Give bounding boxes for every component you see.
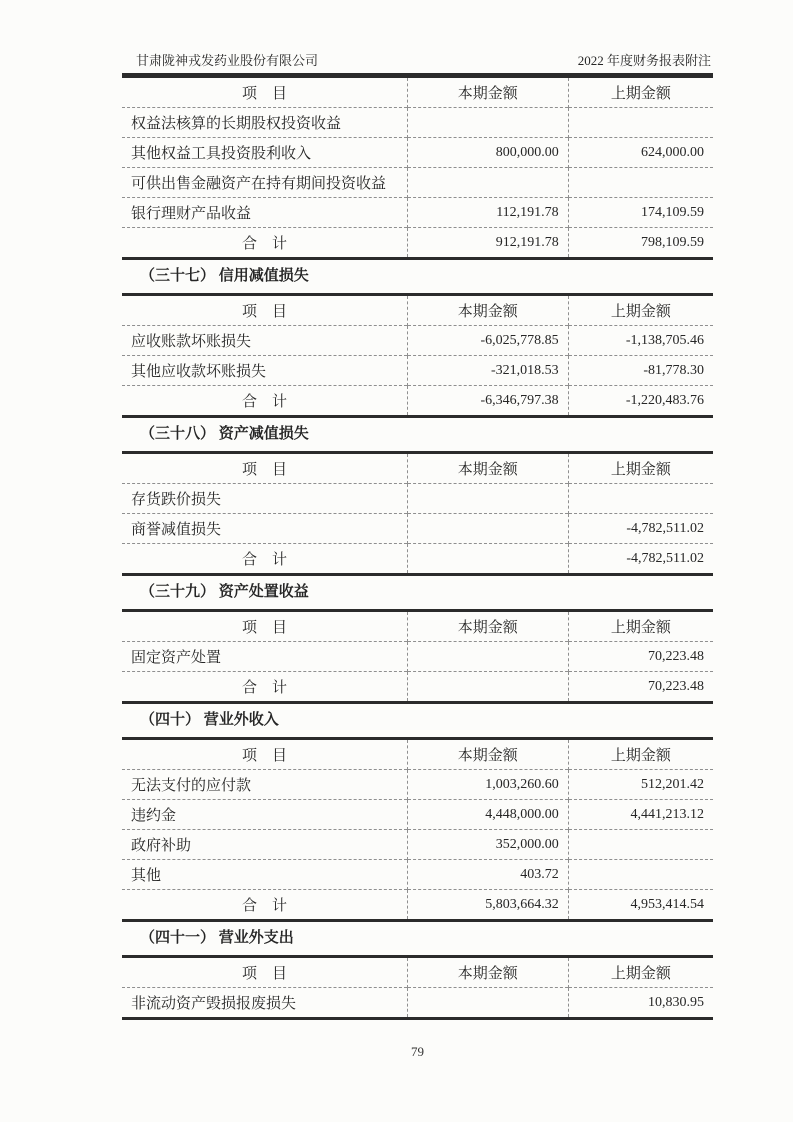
current-amount-cell	[407, 108, 568, 138]
prior-amount-cell: 4,953,414.54	[568, 890, 713, 921]
column-header: 项 目	[241, 304, 287, 320]
prior-amount-cell: -81,778.30	[568, 356, 713, 386]
prior-amount-cell: -4,782,511.02	[568, 514, 713, 544]
prior-amount-cell: -1,220,483.76	[568, 386, 713, 417]
item-cell: 无法支付的应付款	[122, 770, 407, 800]
financial-table	[122, 737, 713, 922]
current-amount-cell	[407, 484, 568, 514]
column-header: 本期金额	[407, 77, 568, 108]
prior-amount-cell: -1,138,705.46	[568, 326, 713, 356]
financial-table	[122, 293, 713, 418]
total-row	[122, 228, 713, 259]
item-cell: 合 计	[122, 386, 407, 417]
prior-amount-cell: 70,223.48	[568, 672, 713, 703]
item-cell: 其他应收款坏账损失	[122, 356, 407, 386]
item-cell: 违约金	[122, 800, 407, 830]
table-row	[122, 642, 713, 672]
table-row	[122, 988, 713, 1019]
current-amount-cell: 912,191.78	[407, 228, 568, 259]
item-cell: 商誉减值损失	[122, 514, 407, 544]
table-row	[122, 326, 713, 356]
column-header: 项 目	[241, 462, 287, 478]
prior-amount-cell: -4,782,511.02	[568, 544, 713, 575]
table-row	[122, 514, 713, 544]
current-amount-cell	[407, 642, 568, 672]
section-heading: （三十八） 资产减值损失	[140, 426, 309, 442]
prior-amount-cell: 798,109.59	[568, 228, 713, 259]
column-header: 上期金额	[568, 295, 713, 326]
current-amount-cell: 5,803,664.32	[407, 890, 568, 921]
column-header: 项 目	[241, 748, 287, 764]
column-header: 项 目	[241, 966, 287, 982]
company-name: 甘肃陇神戎发药业股份有限公司	[136, 53, 319, 68]
financial-table	[122, 451, 713, 576]
current-amount-cell	[407, 544, 568, 575]
table-header-row	[122, 611, 713, 642]
prior-amount-cell: 624,000.00	[568, 138, 713, 168]
table-row	[122, 830, 713, 860]
page-footer	[122, 1044, 713, 1060]
prior-amount-cell	[568, 860, 713, 890]
column-header: 上期金额	[568, 957, 713, 988]
current-amount-cell: 800,000.00	[407, 138, 568, 168]
column-header: 上期金额	[568, 453, 713, 484]
item-cell: 政府补助	[122, 830, 407, 860]
item-cell: 存货跌价损失	[122, 484, 407, 514]
prior-amount-cell: 10,830.95	[568, 988, 713, 1019]
column-header: 本期金额	[407, 957, 568, 988]
current-amount-cell: -6,346,797.38	[407, 386, 568, 417]
total-row	[122, 386, 713, 417]
prior-amount-cell: 174,109.59	[568, 198, 713, 228]
page-number: 79	[411, 1044, 424, 1059]
prior-amount-cell: 70,223.48	[568, 642, 713, 672]
prior-amount-cell: 4,441,213.12	[568, 800, 713, 830]
table-row	[122, 800, 713, 830]
column-header: 本期金额	[407, 453, 568, 484]
prior-amount-cell: 512,201.42	[568, 770, 713, 800]
section-heading: （四十） 营业外收入	[140, 712, 279, 728]
table-header-row	[122, 957, 713, 988]
page-header	[122, 0, 713, 75]
prior-amount-cell	[568, 168, 713, 198]
current-amount-cell	[407, 988, 568, 1019]
current-amount-cell: -321,018.53	[407, 356, 568, 386]
total-row	[122, 890, 713, 921]
item-cell: 合 计	[122, 890, 407, 921]
column-header: 上期金额	[568, 739, 713, 770]
table-header-row	[122, 453, 713, 484]
column-header: 上期金额	[568, 611, 713, 642]
financial-table	[122, 609, 713, 704]
table-row	[122, 860, 713, 890]
current-amount-cell: 4,448,000.00	[407, 800, 568, 830]
item-cell: 合 计	[122, 228, 407, 259]
section-heading: （三十九） 资产处置收益	[140, 584, 309, 600]
column-header: 本期金额	[407, 295, 568, 326]
current-amount-cell: 112,191.78	[407, 198, 568, 228]
item-cell: 合 计	[122, 544, 407, 575]
column-header: 上期金额	[568, 77, 713, 108]
financial-table	[122, 955, 713, 1020]
column-header: 本期金额	[407, 611, 568, 642]
column-header: 项 目	[241, 620, 287, 636]
current-amount-cell: -6,025,778.85	[407, 326, 568, 356]
table-row	[122, 484, 713, 514]
item-cell: 其他	[122, 860, 407, 890]
prior-amount-cell	[568, 830, 713, 860]
table-row	[122, 356, 713, 386]
table-row	[122, 108, 713, 138]
item-cell: 其他权益工具投资股利收入	[122, 138, 407, 168]
item-cell: 银行理财产品收益	[122, 198, 407, 228]
total-row	[122, 544, 713, 575]
table-row	[122, 198, 713, 228]
item-cell: 合 计	[122, 672, 407, 703]
item-cell: 非流动资产毁损报废损失	[122, 988, 407, 1019]
current-amount-cell: 1,003,260.60	[407, 770, 568, 800]
current-amount-cell	[407, 168, 568, 198]
prior-amount-cell	[568, 484, 713, 514]
financial-table	[122, 75, 713, 260]
table-header-row	[122, 739, 713, 770]
report-content	[122, 75, 713, 1020]
column-header: 本期金额	[407, 739, 568, 770]
table-header-row	[122, 77, 713, 108]
item-cell: 固定资产处置	[122, 642, 407, 672]
prior-amount-cell	[568, 108, 713, 138]
current-amount-cell: 403.72	[407, 860, 568, 890]
table-row	[122, 168, 713, 198]
item-cell: 应收账款坏账损失	[122, 326, 407, 356]
current-amount-cell: 352,000.00	[407, 830, 568, 860]
section-heading: （三十七） 信用减值损失	[140, 268, 309, 284]
current-amount-cell	[407, 514, 568, 544]
table-row	[122, 138, 713, 168]
table-header-row	[122, 295, 713, 326]
report-title: 2022 年度财务报表附注	[577, 53, 711, 68]
total-row	[122, 672, 713, 703]
table-row	[122, 770, 713, 800]
column-header: 项 目	[241, 86, 287, 102]
item-cell: 可供出售金融资产在持有期间投资收益	[122, 168, 407, 198]
section-heading: （四十一） 营业外支出	[140, 930, 294, 946]
item-cell: 权益法核算的长期股权投资收益	[122, 108, 407, 138]
current-amount-cell	[407, 672, 568, 703]
